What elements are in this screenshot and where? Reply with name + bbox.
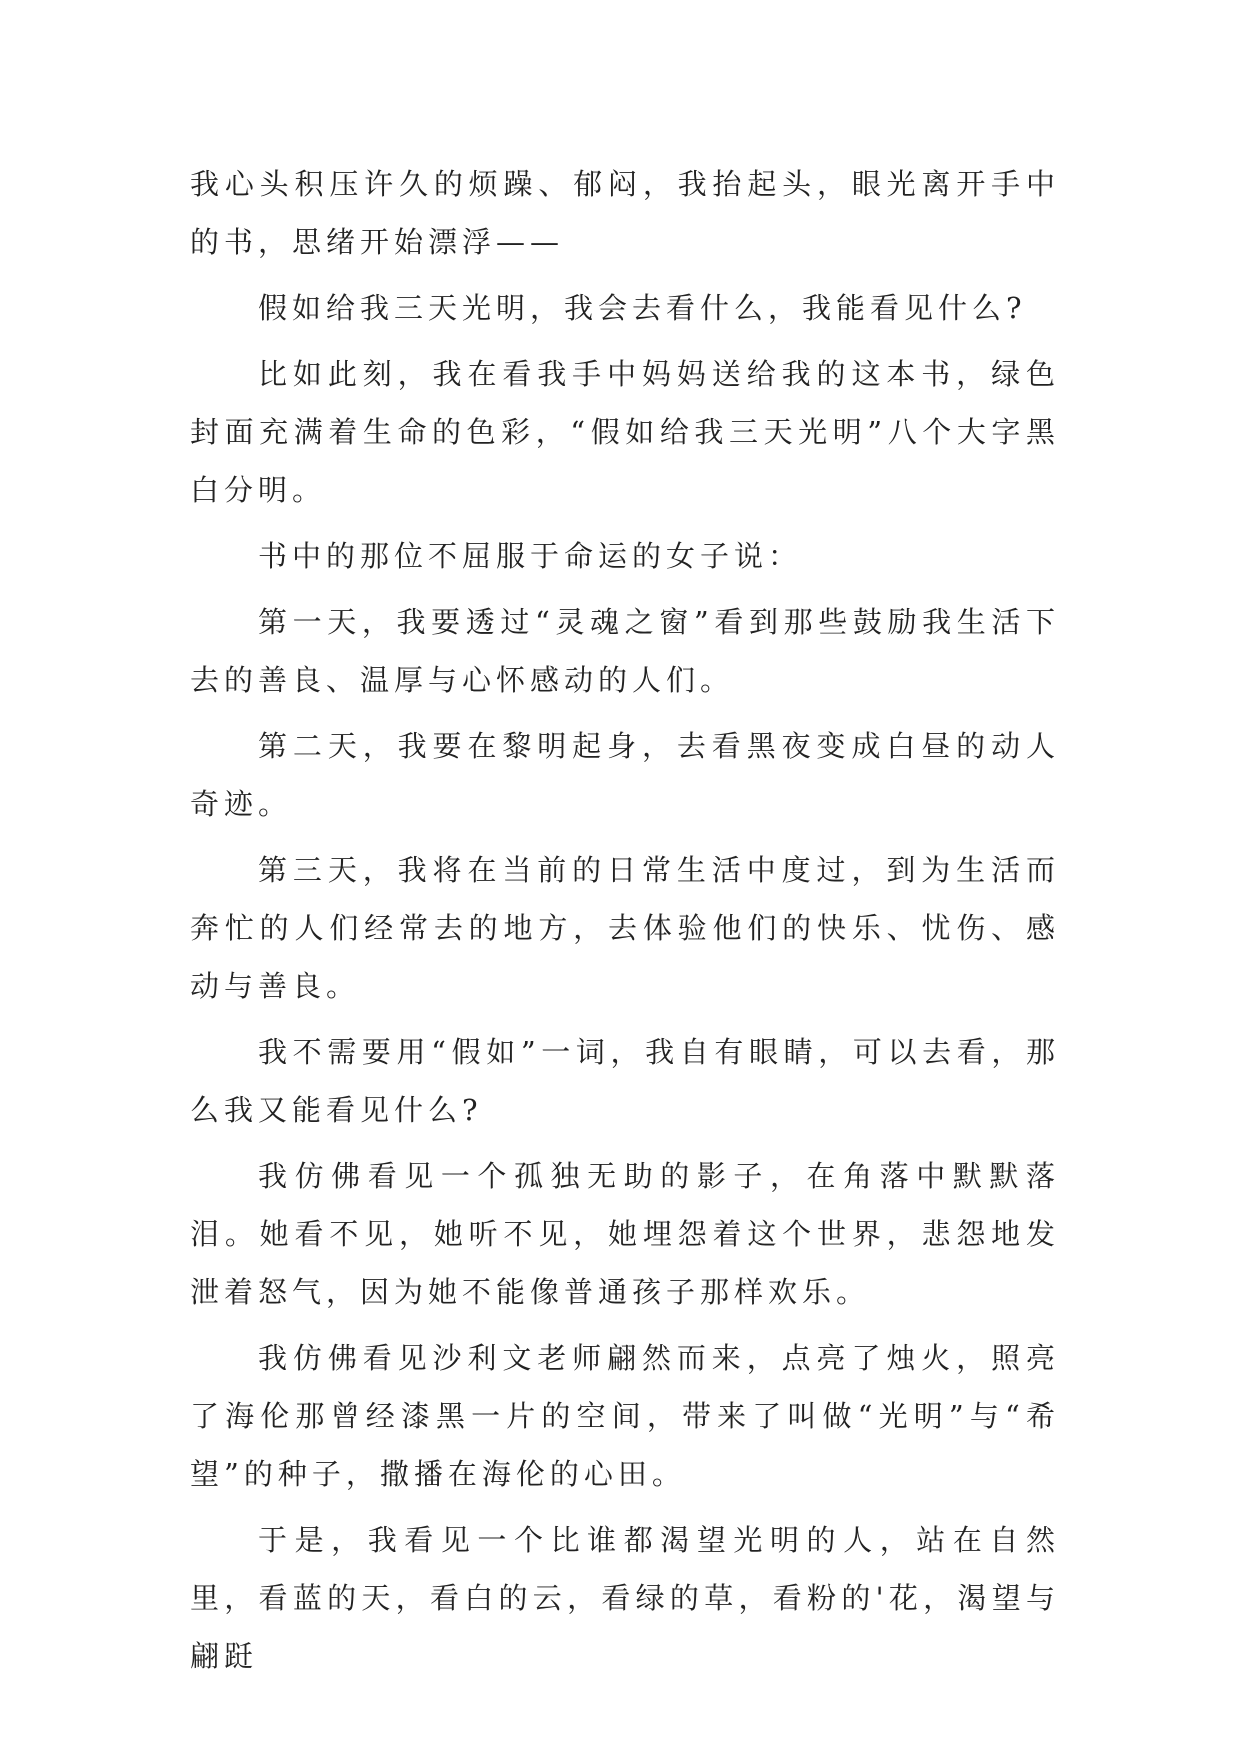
paragraph-11: 于是，我看见一个比谁都渴望光明的人，站在自然里，看蓝的天，看白的云，看绿的草，看粉的'花，渴望与翩跹 bbox=[190, 1523, 1060, 1673]
paragraph-2: 假如给我三天光明，我会去看什么，我能看见什么? bbox=[258, 291, 1027, 325]
paragraph-8: 我不需要用“假如”一词，我自有眼睛，可以去看，那么我又能看见什么? bbox=[190, 1035, 1060, 1127]
paragraph-1: 我心头积压许久的烦躁、郁闷，我抬起头，眼光离开手中的书，思绪开始漂浮—— bbox=[190, 167, 1060, 259]
paragraph-4: 书中的那位不屈服于命运的女子说： bbox=[258, 539, 803, 573]
paragraph-9: 我仿佛看见一个孤独无助的影子，在角落中默默落泪。她看不见，她听不见，她埋怨着这个世界，悲怨地发泄着怒气，因为她不能像普通孩子那样欢乐。 bbox=[190, 1159, 1060, 1309]
paragraph-7: 第三天，我将在当前的日常生活中度过，到为生活而奔忙的人们经常去的地方，去体验他们的快乐、忧伤、感动与善良。 bbox=[190, 853, 1060, 1003]
paragraph-5: 第一天，我要透过“灵魂之窗”看到那些鼓励我生活下去的善良、温厚与心怀感动的人们。 bbox=[190, 605, 1060, 697]
paragraph-6: 第二天，我要在黎明起身，去看黑夜变成白昼的动人奇迹。 bbox=[190, 729, 1060, 821]
paragraph-3: 比如此刻，我在看我手中妈妈送给我的这本书，绿色封面充满着生命的色彩，“假如给我三天光明”八个大字黑白分明。 bbox=[190, 357, 1060, 507]
paragraph-10: 我仿佛看见沙利文老师翩然而来，点亮了烛火，照亮了海伦那曾经漆黑一片的空间，带来了叫做“光明”与“希望”的种子，撒播在海伦的心田。 bbox=[190, 1341, 1060, 1491]
document-body bbox=[190, 155, 1060, 1693]
